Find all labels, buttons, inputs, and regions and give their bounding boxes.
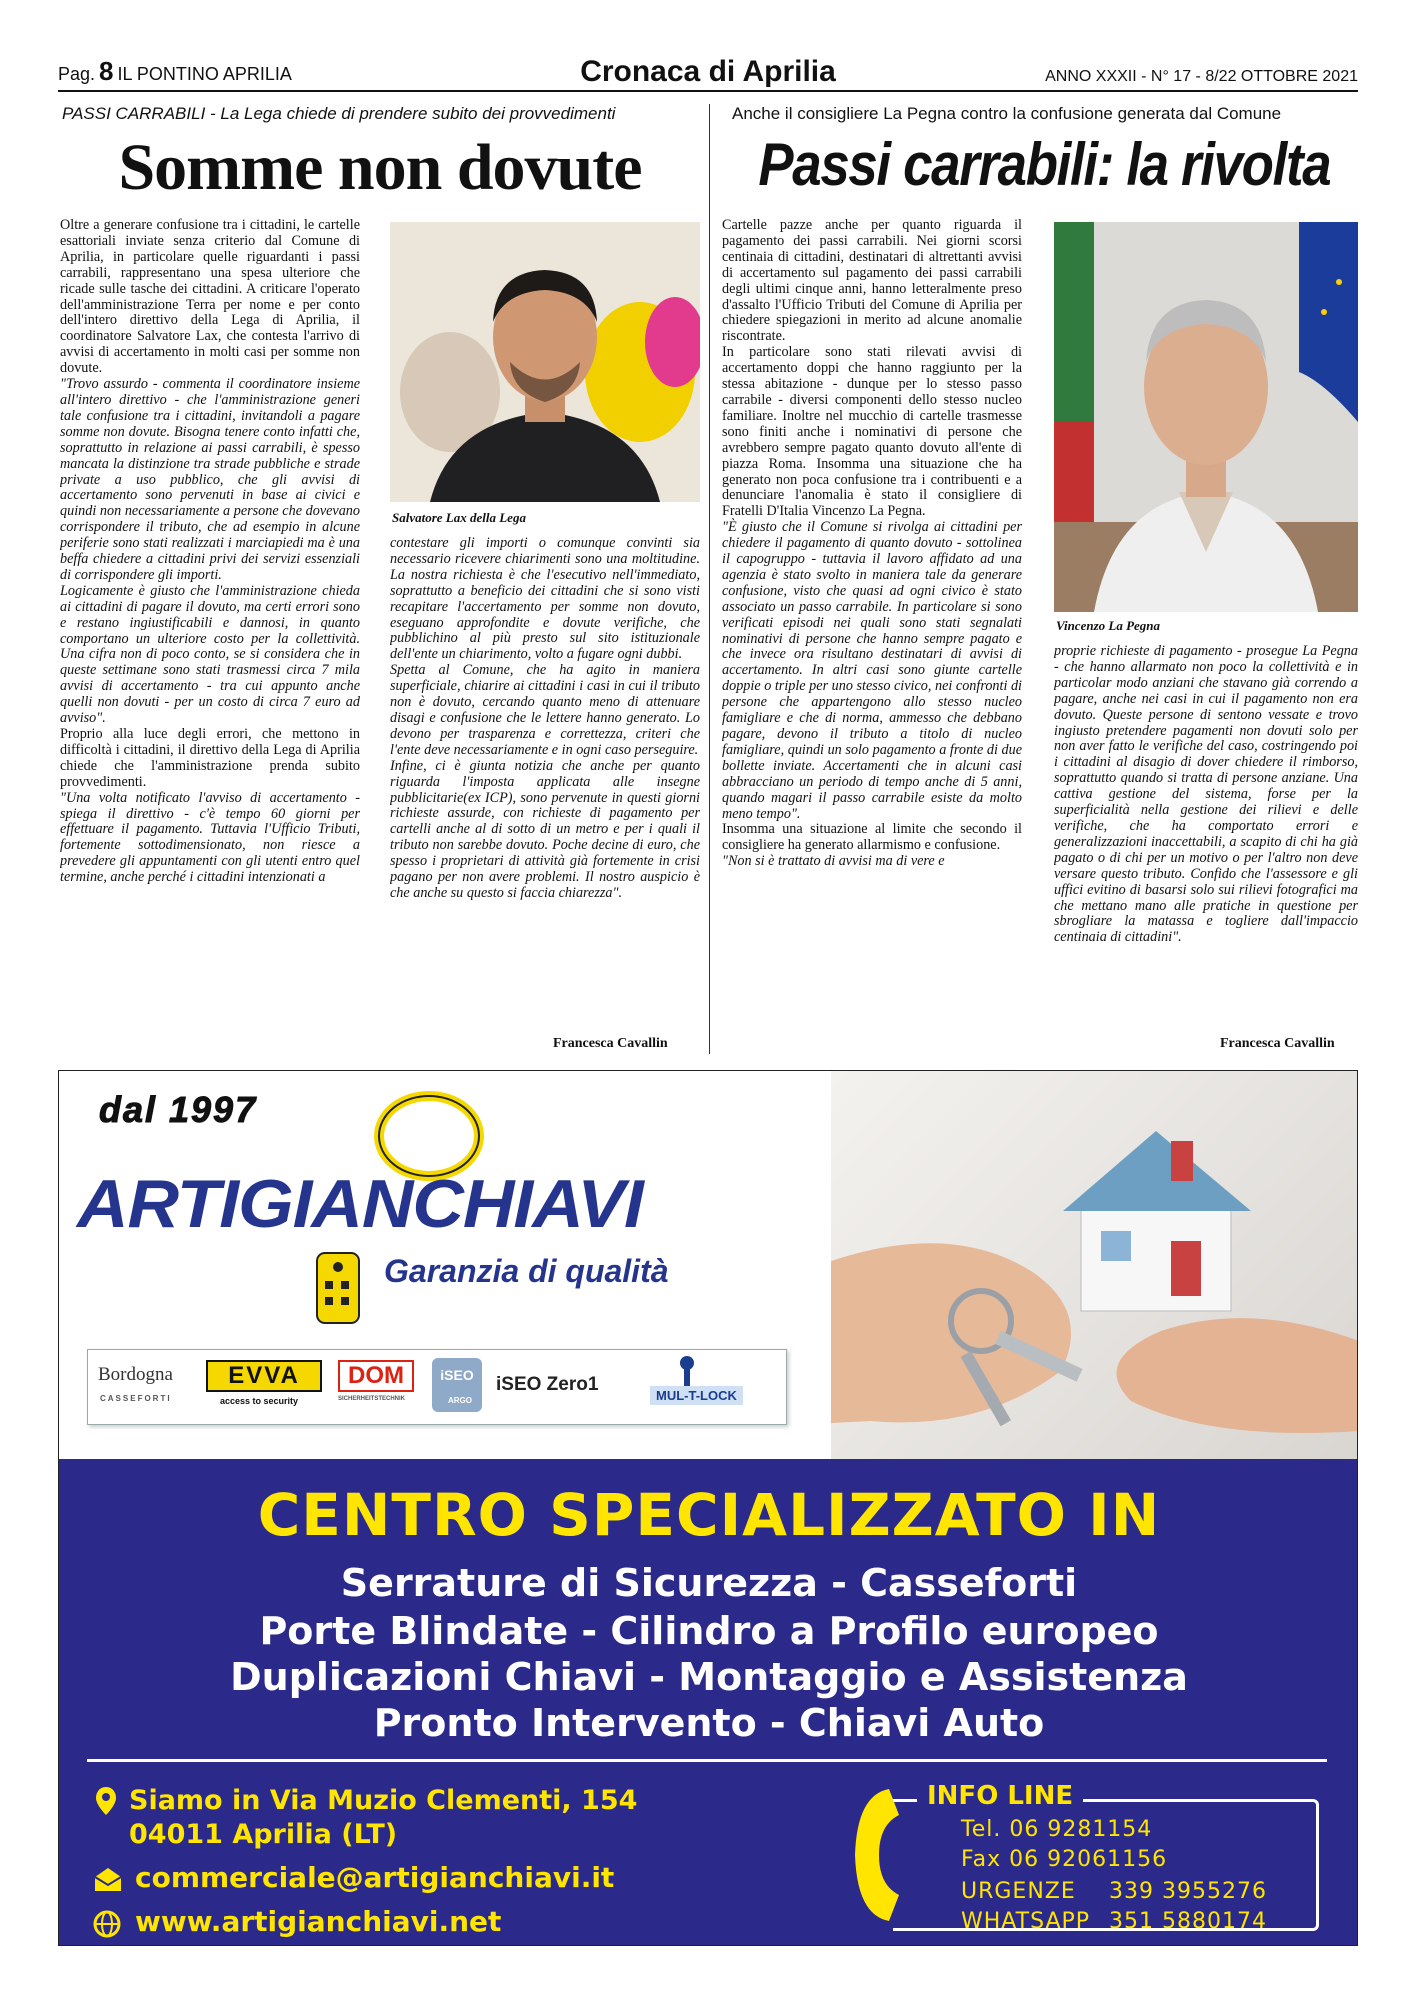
whatsapp-label: WHATSAPP bbox=[961, 1909, 1091, 1934]
page-label: Pag. bbox=[58, 64, 96, 84]
left-article-col1 bbox=[60, 218, 360, 1048]
section-title: Cronaca di Aprilia bbox=[580, 55, 836, 88]
service-line: Duplicazioni Chiavi - Montaggio e Assistenza bbox=[230, 1655, 1188, 1699]
paragraph: Spetta al Comune, che ha agito in maniera superficiale, chiarire ai cittadini i casi in cui il tributo non è dovuto, cercando quanto meno di attenuare disagi e confusione che le lettere hanno generato. Lo devono per trasparenza e correttezza, criteri che l'ente deve necessariamente e in ogni caso perseguire. bbox=[390, 662, 700, 758]
ad-top-area bbox=[59, 1071, 1358, 1459]
whatsapp-number: 351 5880174 bbox=[1109, 1909, 1267, 1934]
info-line-box bbox=[849, 1781, 1319, 1934]
logo-iseo-sub: ARGO bbox=[448, 1396, 472, 1405]
telephone-number: Tel. 06 9281154 bbox=[961, 1817, 1153, 1842]
edition-info: ANNO XXXII - N° 17 - 8/22 OTTOBRE 2021 bbox=[1045, 68, 1358, 85]
left-photo-caption: Salvatore Lax della Lega bbox=[392, 510, 526, 525]
mul-t-lock-key-icon bbox=[674, 1354, 700, 1388]
brand-name: ARTIGIANCHIAVI bbox=[77, 1166, 643, 1242]
service-line: Serrature di Sicurezza - Casseforti bbox=[340, 1561, 1078, 1605]
paragraph: Oltre a generare confusione tra i cittadini, le cartelle esattoriali inviate senza criterio dal Comune di Aprilia, in particolare quelle riguardanti i passi carrabili, rappresentano una spesa ulteriore che ricade sulle tasche dei cittadini. A criticare l'operato dell'amministrazione Terra per nome e per conto dell'intero direttivo della Lega di Aprilia, il coordinatore Salvatore Lax, che contesta l'arrivo di avvisi di accertamento in molti casi per somme non dovute. bbox=[60, 218, 360, 377]
right-article-col1 bbox=[722, 218, 1022, 1048]
paragraph: contestare gli importi o comunque convinti sia necessario ricevere chiarimenti sono una moltitudine. La nostra richiesta è che l'esecutivo nell'immediato, soprattutto a beneficio dei cittadini che si sono visti recapitare l'accertamento per somme non dovuto, eseguano approfondite e dovute verifiche, che pubblichino al più presto sul sito istituzionale dell'ente un chiarimento, volto a fugare ogni dubbi. bbox=[390, 536, 700, 663]
paragraph: In particolare sono stati rilevati avvisi di accertamento doppi che hanno raggiunto per la stessa abitazione - dunque per lo stesso passo carrabile - diversi componenti dello stesso nucleo familiare. Inoltre nel mucchio di cartelle trasmesse sono finiti anche i nominativi di persone che avrebbero sempre pagato quanto dovuto all'ente di piazza Roma. Insomma una situazione che ha generato non poca confusione tra i contribuenti e a denunciare l'anomalia è stato il consigliere di Fratelli D'Italia Vincenzo La Pegna. bbox=[722, 344, 1022, 520]
location-pin-icon bbox=[95, 1786, 117, 1816]
logo-evva-sub: access to security bbox=[220, 1396, 299, 1406]
right-photo-caption: Vincenzo La Pegna bbox=[1056, 618, 1161, 633]
paragraph: "Non si è trattato di avvisi ma di vere e bbox=[722, 853, 945, 870]
left-signature: Francesca Cavallin bbox=[553, 1036, 668, 1051]
paragraph: "Una volta notificato l'avviso di accertamento - spiega il direttivo - c'è tempo 60 giorni per effettuare il pagamento. Tuttavia l'Ufficio Tributi, fortemente sottodimensionato, non riesce a prevedere gli appuntamenti con gli utenti entro quel termine, anche perché i cittadini intenzionati a bbox=[60, 789, 360, 886]
paragraph: Logicamente è giusto che l'amministrazione chieda ai cittadini di pagare il dovuto, ma certi errori sono e restano ingiustificabili e dannosi, in quanto comportano un ulteriore costo per la collettività. Una cifra non di poco conto, se si considera che in queste settimane sono stati trasmessi circa 7 mila avvisi di accertamento - tra cui appunto anche quelli non dovuti - per un costo di circa 7 euro ad avviso". bbox=[60, 582, 360, 727]
email-icon bbox=[93, 1867, 123, 1893]
divider bbox=[87, 1759, 1327, 1762]
ad-headline: CENTRO SPECIALIZZATO IN bbox=[257, 1481, 1161, 1549]
info-line-label: INFO LINE bbox=[917, 1781, 1083, 1811]
photo-salvatore-lax bbox=[390, 222, 700, 502]
logo-iseo-zero1: iSEO Zero1 bbox=[496, 1374, 599, 1395]
logo-evva: EVVA bbox=[206, 1360, 322, 1392]
brand-tagline: Garanzia di qualità bbox=[384, 1253, 669, 1289]
partner-logos-strip bbox=[87, 1349, 787, 1425]
paragraph: "È giusto che il Comune si rivolga ai cittadini per chiedere il pagamento di quanto dovuto - sottolinea il capogruppo - tuttavia il lavoro affidato ad una agenzia è stato svolto in maniera tale da generare confusione, visto che quasi ad ogni civico è stato associato un passo carrabile. In particolare si sono verificati episodi nei quali sono stati segnalati nominativi di persone che hanno sempre pagato e che invece ora risultano destinatari di avvisi di accertamento. In altri casi sono giunte cartelle doppie o triple per uno stesso civico, nei confronti di persone che appartengono allo stesso nucleo famigliare e che di norma, ammesso che debbano pagare, devono il tributo a titolo di nucleo famigliare, quindi un solo pagamento a fronte di due bollette inviate. Accertamenti che in alcuni casi abbracciano un periodo di tempo anche di 5 anni, quando magari il passo carrabile esiste da molto meno tempo". bbox=[722, 519, 1022, 822]
artigianchiavi-advertisement bbox=[58, 1070, 1358, 1946]
urgenze-label: URGENZE bbox=[961, 1879, 1076, 1904]
left-headline: Somme non dovute bbox=[118, 131, 642, 204]
paragraph: Infine, ci è giunta notizia che anche per quanto riguarda l'imposta applicata alle insegne pubblicitarie(ex ICP), sono pervenute in questi giorni richieste assurde, con richieste di pagamento per cartelli anche al di sotto di un metro e per i quali il tributo non sarebbe dovuto. Poche decine di euro, che spesso i proprietari di attività già fortemente in crisi pagano per non avere problemi. Il nostro auspicio è che anche su questo si faccia chiarezza". bbox=[390, 757, 700, 901]
logo-dom-sub: SICHERHEITSTECHNIK bbox=[338, 1396, 406, 1402]
email-address[interactable]: commerciale@artigianchiavi.it bbox=[135, 1861, 615, 1894]
right-article-col2 bbox=[1054, 644, 1358, 1044]
photo-vincenzo-la-pegna bbox=[1054, 222, 1358, 612]
urgenze-number: 339 3955276 bbox=[1109, 1879, 1267, 1904]
fax-number: Fax 06 92061156 bbox=[961, 1847, 1168, 1872]
ad-services-band bbox=[59, 1459, 1358, 1946]
address-line-2: 04011 Aprilia (LT) bbox=[129, 1819, 398, 1850]
paragraph: Proprio alla luce degli errori, che mettono in difficoltà i cittadini, il direttivo della Lega di Aprilia chiede che l'amministrazione prenda subito provvedimenti. bbox=[60, 726, 360, 790]
service-line: Pronto Intervento - Chiavi Auto bbox=[373, 1701, 1045, 1745]
right-kicker: Anche il consigliere La Pegna contro la confusione generata dal Comune bbox=[732, 104, 1282, 123]
right-signature: Francesca Cavallin bbox=[1220, 1036, 1335, 1051]
column-divider bbox=[709, 104, 710, 1054]
paragraph: "Trovo assurdo - commenta il coordinatore insieme all'intero direttivo - che l'amministrazione generi tale confusione tra i cittadini, invitandoli a pagare somme non dovute. Bisogna tenere conto infatti che, soprattutto in relazione ai passi carrabili, è spesso mancata la distinzione tra strade pubbliche e strade private a uso pubblico, che gli avvisi di accertamento sono pervenuti in base ai civici e quindi non necessariamente a persone che dovevano corrispondere il tributo, che ad esempio in alcune periferie sono stati realizzati i marciapiedi ma è una beffa chiedere a cittadini privi dei servizi essenziali di corrispondere gli importi. bbox=[60, 376, 360, 583]
logo-dom: DOM bbox=[338, 1360, 414, 1392]
newspaper-name: IL PONTINO APRILIA bbox=[117, 64, 292, 84]
logo-bordogna-sub: CASSEFORTI bbox=[100, 1394, 172, 1403]
key-tag-icon bbox=[307, 1243, 377, 1333]
paragraph: Cartelle pazze anche per quanto riguarda il pagamento dei passi carrabili. Nei giorni scorsi centinaia di cittadini, destinatari di altrettanti avvisi di accertamento sul pagamento dei passi carrabili degli ultimi cinque anni, hanno letteralmente preso d'assalto l'Ufficio Tributi del Comune di Aprilia per chiedere spiegazioni in merito ad alcune anomalie riscontrate. bbox=[722, 218, 1022, 345]
globe-icon bbox=[93, 1910, 121, 1938]
left-kicker: PASSI CARRABILI - La Lega chiede di prendere subito dei provvedimenti bbox=[62, 104, 616, 123]
logo-iseo: iSEO bbox=[432, 1358, 482, 1412]
service-line: Porte Blindate - Cilindro a Profilo europeo bbox=[259, 1609, 1159, 1653]
logo-bordogna: Bordogna bbox=[98, 1364, 173, 1385]
right-headline: Passi carrabili: la rivolta bbox=[758, 131, 1331, 198]
address-line-1: Siamo in Via Muzio Clementi, 154 bbox=[129, 1785, 638, 1816]
hands-house-illustration bbox=[831, 1071, 1358, 1459]
paragraph: proprie richieste di pagamento - prosegue La Pegna - che hanno allarmato non poco la collettività e in particolar modo anziani che stavano già correndo a pagare, anche nei casi in cui il pagamento non era dovuto. Queste persone di sentono vessate e trovo ingiusto pretendere pagamenti non dovuti solo per non aver fatto le verifiche del caso, costringendo poi i cittadini al disagio di dover chiedere il rimborso, soprattutto quando si tratta di persone anziane. Una cattiva gestione del sistema, forse per la superficialità nella gestione dei rilievi e delle verifiche, che ha comportato errori e generalizzazioni inaccettabili, a scapito di chi ha già pagato o di chi per un motivo o per l'altro non deve versare questo tributo. Confido che l'assessore e gli uffici evitino di basarsi solo sui rilievi fotografici ma che mettano mano alle pratiche in questione per sbrogliare la matassa e togliere dall'impaccio centinaia di cittadini". bbox=[1054, 644, 1358, 946]
page-header bbox=[58, 55, 1358, 92]
paragraph: Insomma una situazione al limite che secondo il consigliere ha generato allarmismo e confusione. bbox=[722, 821, 1022, 854]
website-url[interactable]: www.artigianchiavi.net bbox=[135, 1905, 502, 1938]
left-article-col2 bbox=[390, 536, 700, 1044]
page-number: 8 bbox=[99, 56, 114, 86]
logo-mul-t-lock: MUL-T-LOCK bbox=[650, 1386, 743, 1405]
since-label: dal 1997 bbox=[99, 1089, 258, 1130]
